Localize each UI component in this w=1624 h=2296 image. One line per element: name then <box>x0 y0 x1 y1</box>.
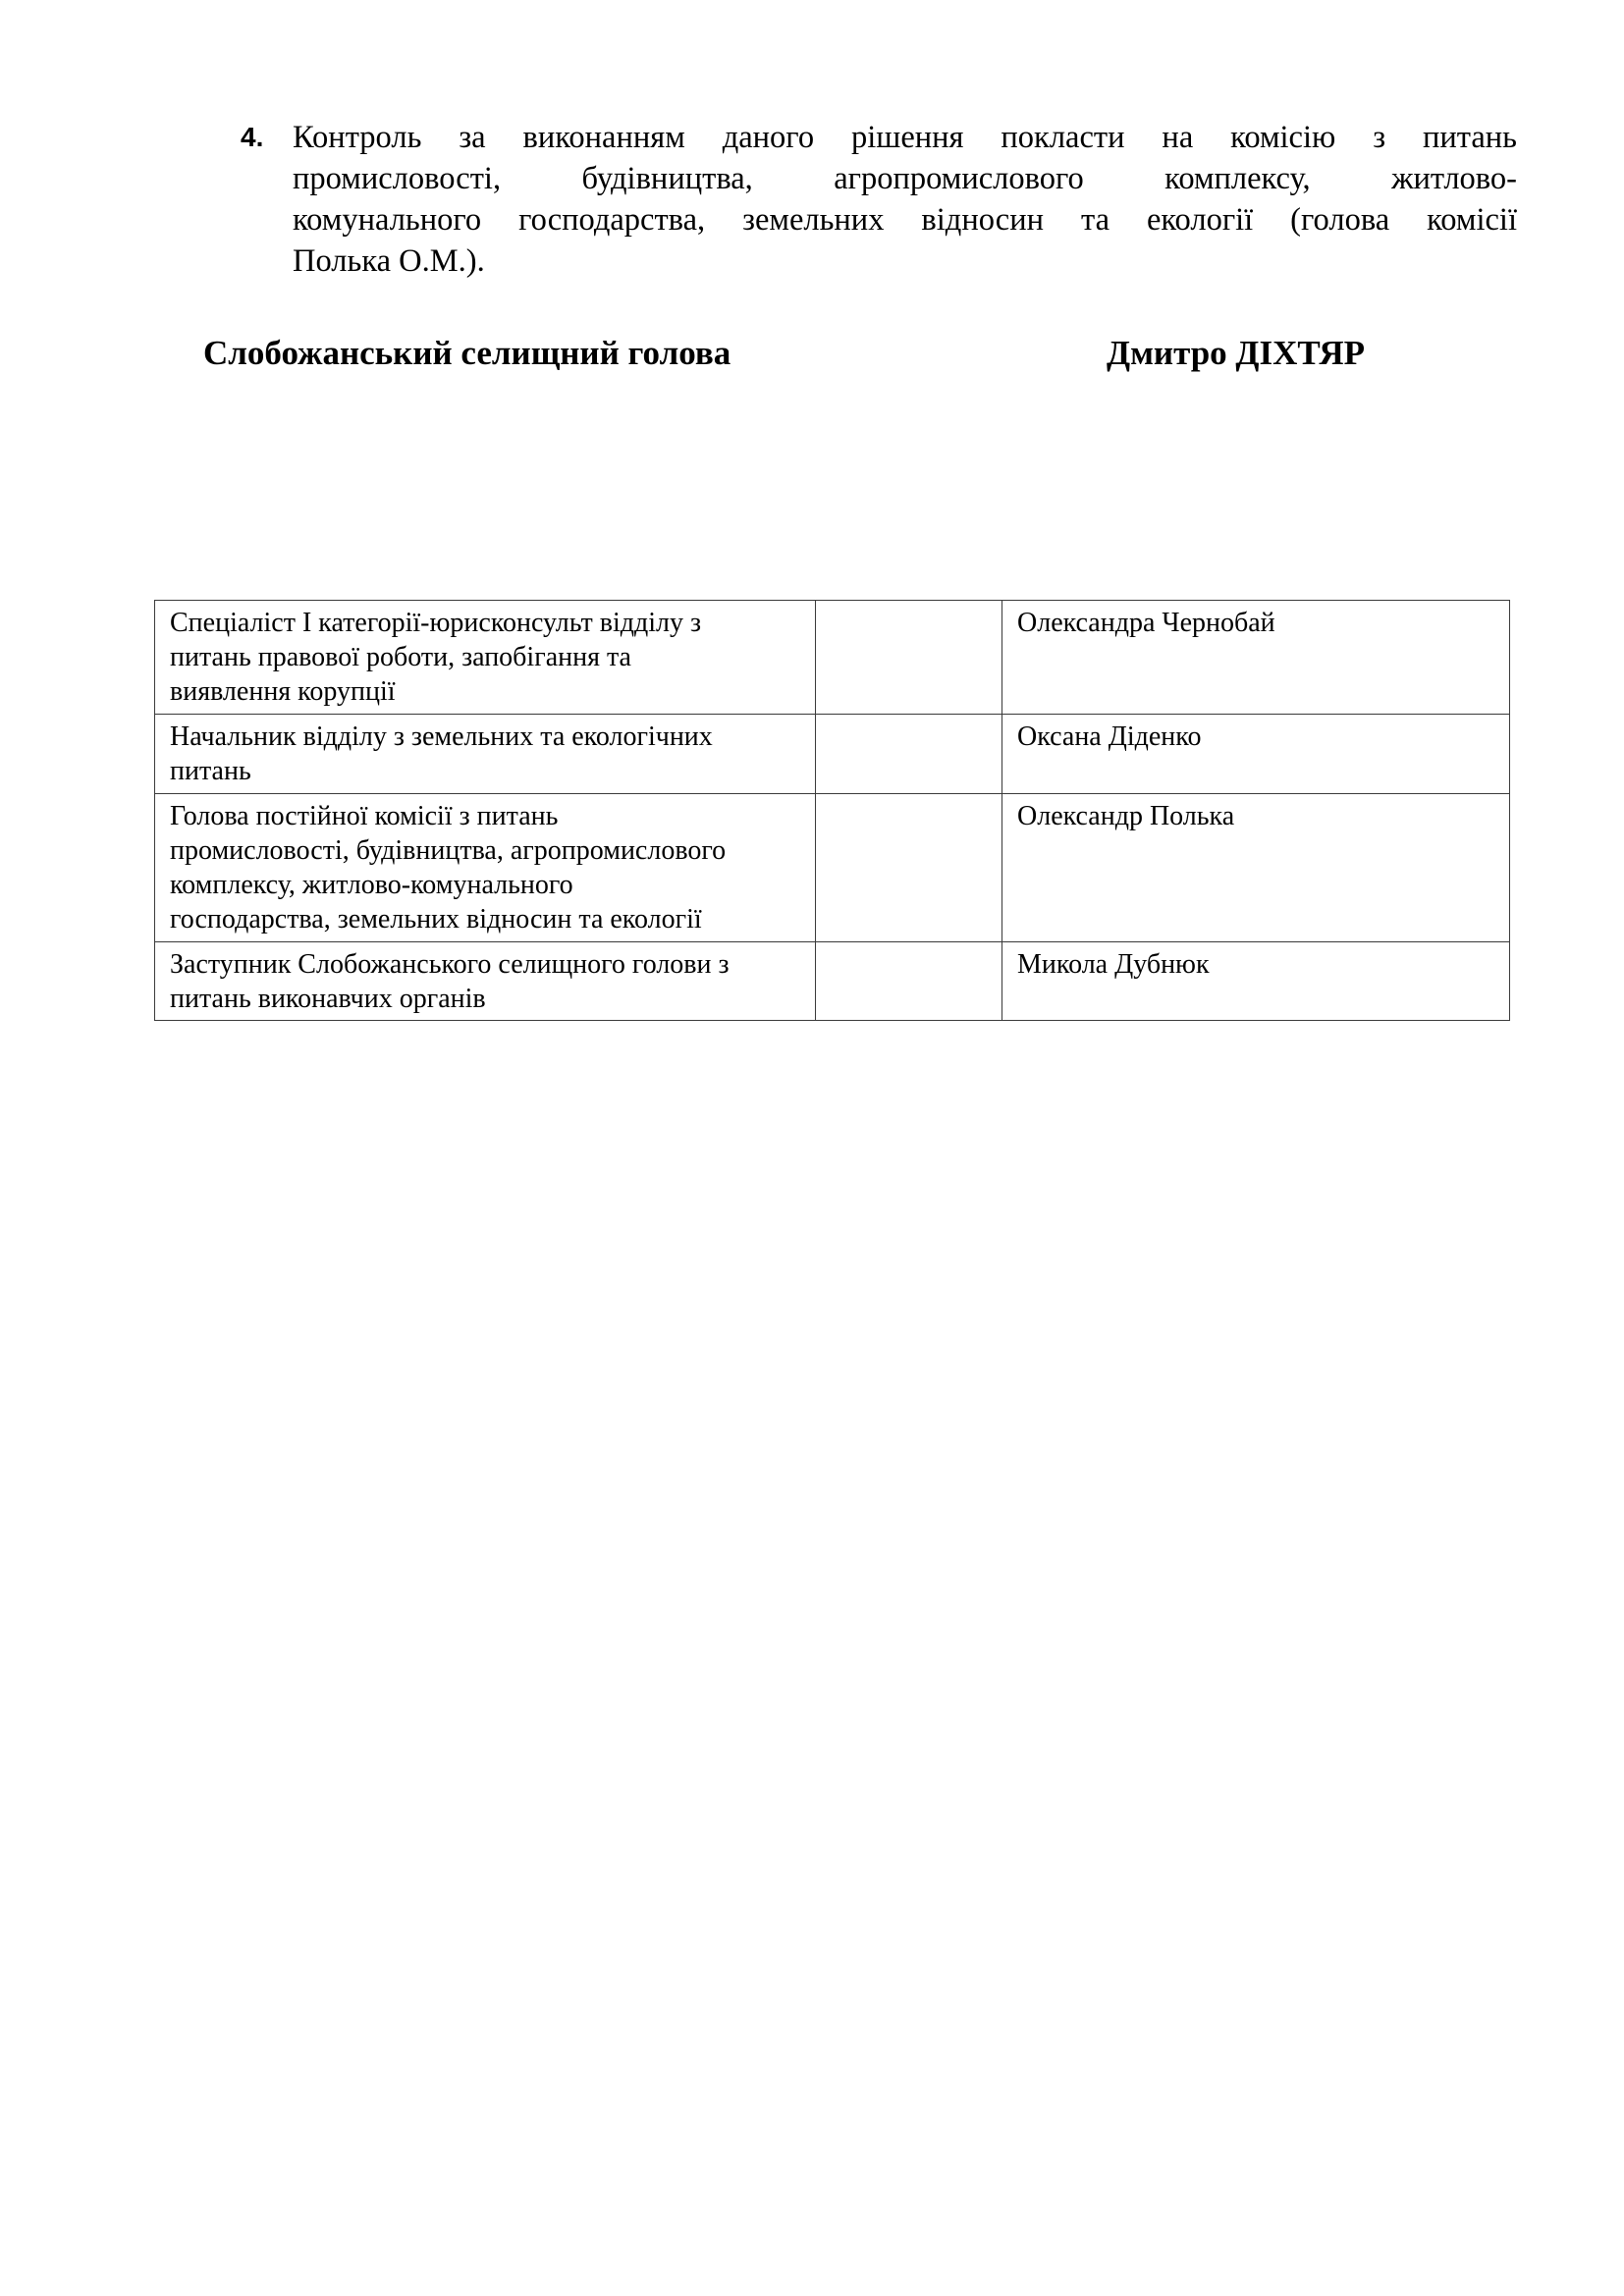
item-text-line: комунального господарства, земельних відносин та екології (голова комісії <box>293 202 1517 238</box>
name-cell: Микола Дубнюк <box>1002 942 1510 1021</box>
signatory-name: Дмитро ДІХТЯР <box>1107 334 1366 372</box>
name-cell: Олександр Полька <box>1002 794 1510 942</box>
signature-cell <box>816 601 1002 715</box>
item-text-line: Полька О.М.). <box>293 243 485 279</box>
position-line: питань правової роботи, запобігання та <box>170 642 631 672</box>
table-row <box>155 715 1510 794</box>
item-text-line: Контроль за виконанням даного рішення покласти на комісію з питань <box>293 120 1517 155</box>
table-row <box>155 794 1510 942</box>
signature-cell <box>816 942 1002 1021</box>
name-cell: Олександра Чернобай <box>1002 601 1510 715</box>
position-cell <box>155 942 816 1021</box>
table-row <box>155 942 1510 1021</box>
position-line: питань виконавчих органів <box>170 984 486 1014</box>
position-line: Заступник Слобожанського селищного голови з <box>170 949 730 980</box>
position-line: питань <box>170 756 251 786</box>
table-row <box>155 601 1510 715</box>
signature-cell <box>816 794 1002 942</box>
position-line: Начальник відділу з земельних та екологічних <box>170 721 713 752</box>
position-line: виявлення корупції <box>170 676 396 707</box>
position-line: господарства, земельних відносин та екології <box>170 904 702 934</box>
item-text <box>293 117 1517 282</box>
signatory-title: Слобожанський селищний голова <box>203 334 731 372</box>
position-line: комплексу, житлово-комунального <box>170 870 573 900</box>
name-cell: Оксана Діденко <box>1002 715 1510 794</box>
position-line: промисловості, будівництва, агропромислового <box>170 835 727 866</box>
position-cell <box>155 794 816 942</box>
position-cell <box>155 715 816 794</box>
position-line: Спеціаліст І категорії-юрисконсульт відділу з <box>170 608 702 638</box>
signature-cell <box>816 715 1002 794</box>
item-text-line: промисловості, будівництва, агропромислового комплексу, житлово- <box>293 161 1517 196</box>
position-cell <box>155 601 816 715</box>
item-number: 4. <box>241 122 264 152</box>
position-line: Голова постійної комісії з питань <box>170 801 559 831</box>
approval-table <box>154 600 1510 1021</box>
